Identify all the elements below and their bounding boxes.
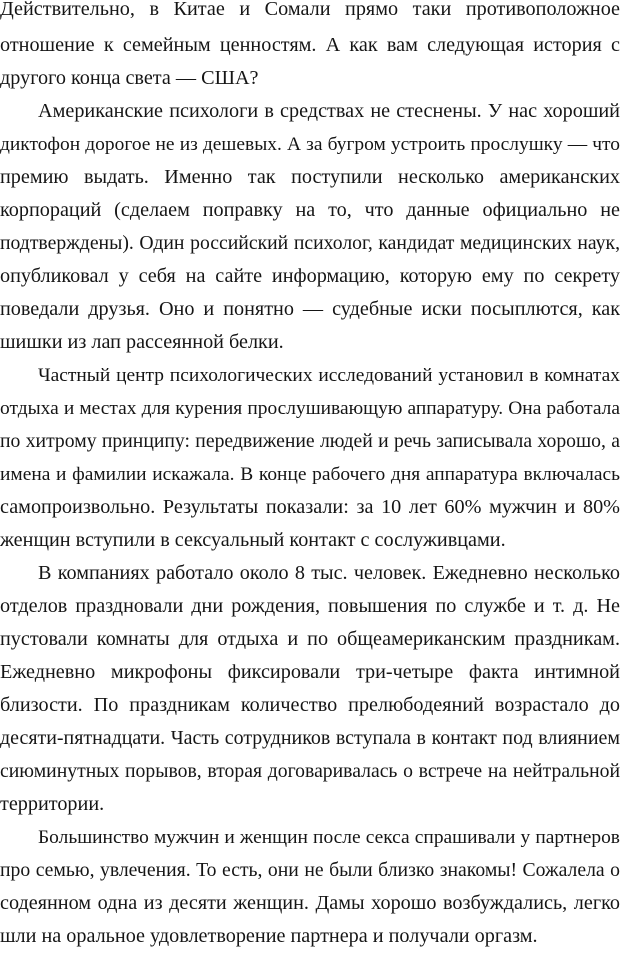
text-line: близости. По праздникам количество прелюбодеяний возрастало до: [0, 694, 620, 716]
text-line: отношение к семейным ценностям. А как вам следующая история с: [0, 34, 620, 56]
text-line: территории.: [0, 793, 105, 815]
text-line: поведали друзья. Оно и понятно — судебные иски посыплются, как: [0, 298, 620, 320]
text-line: шли на оральное удовлетворение партнера и получали оргазм.: [0, 925, 538, 947]
text-line: отдыха и местах для курения прослушивающую аппаратуру. Она работала: [0, 398, 620, 419]
text-line: В компаниях работало около 8 тыс. человек. Ежедневно несколько: [38, 562, 620, 584]
text-line: корпораций (сделаем поправку на то, что данные официально не: [0, 199, 620, 221]
text-line: отделов праздновали дни рождения, повышения по службе и т. д. Не: [0, 595, 620, 617]
text-line: десяти-пятнадцати. Часть сотрудников вступала в контакт под влиянием: [0, 727, 620, 749]
text-line: содеянном одна из десяти женщин. Дамы хорошо возбуждались, легко: [0, 892, 620, 914]
text-line: сиюминутных порывов, вторая договаривалась о встрече на нейтральной: [0, 760, 620, 782]
text-line: подтверждены). Один российский психолог, кандидат медицинских наук,: [0, 232, 620, 254]
text-line: Ежедневно микрофоны фиксировали три-четыре факта интимной: [0, 661, 620, 683]
text-line: Большинство мужчин и женщин после секса спрашивали у партнеров: [38, 827, 620, 848]
text-line: другого конца света — США?: [0, 67, 259, 89]
text-line: женщин вступили в сексуальный контакт с сослуживцами.: [0, 529, 506, 551]
text-line: Действительно, в Китае и Сомали прямо таки противоположное: [0, 0, 620, 20]
text-line: про семью, увлечения. То есть, они не были близко знакомы! Сожалела о: [0, 859, 620, 881]
text-line: премию выдать. Именно так поступили несколько американских: [0, 166, 620, 188]
text-line: пустовали комнаты для отдыха и по общеамериканским праздникам.: [0, 628, 620, 650]
text-line: шишки из лап рассеянной белки.: [0, 331, 284, 353]
text-line: Американские психологи в средствах не стеснены. У нас хороший: [38, 100, 620, 122]
text-line: по хитрому принципу: передвижение людей и речь записывала хорошо, а: [0, 430, 620, 452]
text-line: диктофон дорогое не из дешевых. А за бугром устроить прослушку — что: [0, 134, 620, 155]
text-line: имена и фамилии искажала. В конце рабочего дня аппаратура включалась: [0, 464, 620, 485]
text-line: опубликовал у себя на сайте информацию, которую ему по секрету: [0, 265, 620, 287]
text-line: Частный центр психологических исследований установил в комнатах: [38, 365, 620, 386]
text-line: самопроизвольно. Результаты показали: за 10 лет 60% мужчин и 80%: [0, 496, 620, 518]
